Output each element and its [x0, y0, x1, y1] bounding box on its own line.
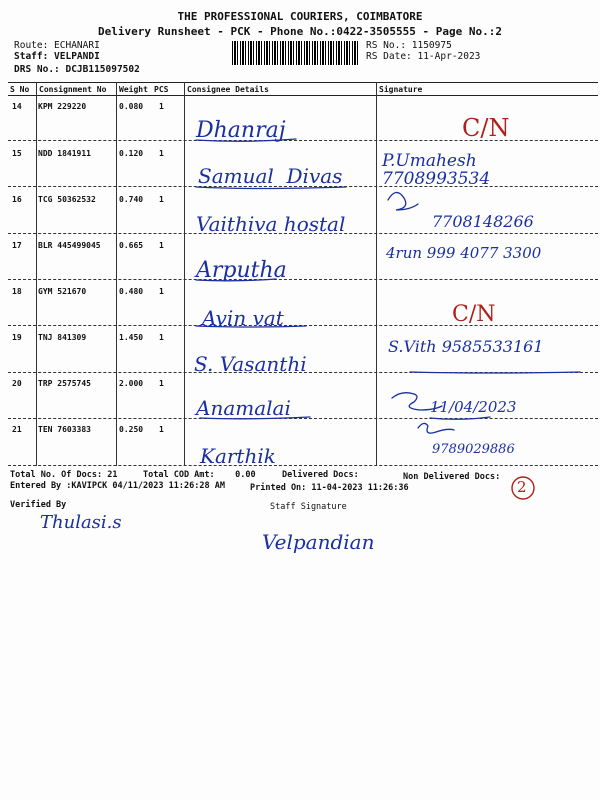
signature-handwriting: 9789029886 — [432, 442, 515, 457]
rs-no: RS No.: 1150975 — [366, 40, 452, 51]
underline-stroke — [430, 417, 490, 419]
table-row-weight: 0.480 — [119, 287, 144, 296]
table-row-weight: 0.740 — [119, 195, 144, 204]
signature-handwriting: P.Umahesh 7708993534 — [382, 151, 491, 189]
table-row-consignment: NDD 1841911 — [38, 149, 91, 158]
table-row-sno: 15 — [12, 149, 22, 158]
staff-label: Staff: VELPANDI — [14, 51, 100, 62]
col-header-sno: S No — [10, 85, 30, 94]
table-row-sno: 21 — [12, 425, 22, 434]
staff-signature-label: Staff Signature — [270, 502, 347, 512]
table-row-sno: 20 — [12, 379, 22, 388]
consignee-handwriting: Arputha — [196, 258, 287, 283]
table-row-weight: 0.665 — [119, 241, 144, 250]
verifier-signature: Thulasi.s — [40, 512, 122, 533]
table-row-pcs: 1 — [159, 425, 164, 434]
underline-stroke — [196, 139, 296, 141]
table-row-weight: 0.250 — [119, 425, 144, 434]
table-row-pcs: 1 — [159, 379, 164, 388]
signature-handwriting: 11/04/2023 — [430, 398, 517, 416]
col-header-weight: Weight — [119, 85, 148, 94]
table-row-consignment: TRP 2575745 — [38, 379, 91, 388]
runsheet-subtitle: Delivery Runsheet - PCK - Phone No.:0422-3505555 - Page No.:2 — [98, 25, 502, 38]
page-mark-number: 2 — [517, 478, 527, 496]
table-row-pcs: 1 — [159, 102, 164, 111]
signature-cn-mark: C/N — [462, 114, 510, 142]
consignee-handwriting: S. Vasanthi — [194, 352, 307, 376]
col-header-pcs: PCS — [154, 85, 169, 94]
col-header-signature: Signature — [379, 85, 423, 94]
table-row-weight: 0.080 — [119, 102, 144, 111]
consignee-handwriting: Avin vat — [202, 306, 284, 330]
table-row-consignment: TEN 7603383 — [38, 425, 91, 434]
table-row-sno: 18 — [12, 287, 22, 296]
table-row-pcs: 1 — [159, 241, 164, 250]
signature-cn-mark: C/N — [452, 302, 496, 327]
verified-by-label: Verified By — [10, 500, 67, 510]
table-row-sno: 19 — [12, 333, 22, 342]
signature-handwriting: S.Vith 9585533161 — [388, 337, 544, 356]
table-row-sno: 16 — [12, 195, 22, 204]
route-label: Route: ECHANARI — [14, 40, 100, 51]
signature-handwriting: 7708148266 — [432, 212, 534, 231]
company-title: THE PROFESSIONAL COURIERS, COIMBATORE — [177, 10, 423, 23]
table-row-consignment: KPM 229220 — [38, 102, 87, 111]
table-row-weight: 2.000 — [119, 379, 144, 388]
signature-handwriting: 4run 999 4077 3300 — [386, 244, 542, 262]
table-row-pcs: 1 — [159, 149, 164, 158]
consignee-handwriting: Dhanraj — [196, 118, 286, 143]
signature-scribble — [392, 393, 442, 410]
table-row-sno: 17 — [12, 241, 22, 250]
underline-stroke — [410, 372, 580, 373]
drs-label: DRS No.: DCJB115097502 — [14, 64, 140, 75]
consignee-handwriting: Vaithiva hostal — [196, 212, 346, 236]
staff-signature: Velpandian — [262, 530, 375, 554]
total-cod: Total COD Amt: 0.00 — [143, 470, 256, 480]
table-row-consignment: BLR 445499045 — [38, 241, 101, 250]
printed-on: Printed On: 11-04-2023 11:26:36 — [250, 483, 409, 493]
underline-stroke — [196, 279, 276, 281]
signature-scribble — [388, 192, 418, 210]
table-row-pcs: 1 — [159, 287, 164, 296]
table-row-consignment: GYM 521670 — [38, 287, 87, 296]
consignee-handwriting: Samual Divas — [198, 164, 343, 188]
non-delivered-docs: Non Delivered Docs: — [403, 472, 501, 482]
delivered-docs: Delivered Docs: — [282, 470, 359, 480]
consignee-handwriting: Anamalai — [196, 396, 291, 420]
table-row-pcs: 1 — [159, 195, 164, 204]
underline-stroke — [200, 417, 310, 419]
table-row-consignment: TNJ 841309 — [38, 333, 87, 342]
table-row-weight: 1.450 — [119, 333, 144, 342]
table-row-pcs: 1 — [159, 333, 164, 342]
rs-date: RS Date: 11-Apr-2023 — [366, 51, 481, 62]
table-row-weight: 0.120 — [119, 149, 144, 158]
col-header-consignee: Consignee Details — [187, 85, 269, 94]
entered-by: Entered By :KAVIPCK 04/11/2023 11:26:28 AM — [10, 481, 225, 491]
signature-scribble — [418, 423, 454, 433]
underline-stroke — [196, 187, 346, 189]
consignee-handwriting: Karthik — [200, 444, 276, 468]
table-row-consignment: TCG 50362532 — [38, 195, 96, 204]
total-docs: Total No. Of Docs: 21 — [10, 470, 118, 480]
underline-stroke — [196, 326, 306, 327]
col-header-consignment: Consignment No — [39, 85, 107, 94]
table-row-sno: 14 — [12, 102, 22, 111]
